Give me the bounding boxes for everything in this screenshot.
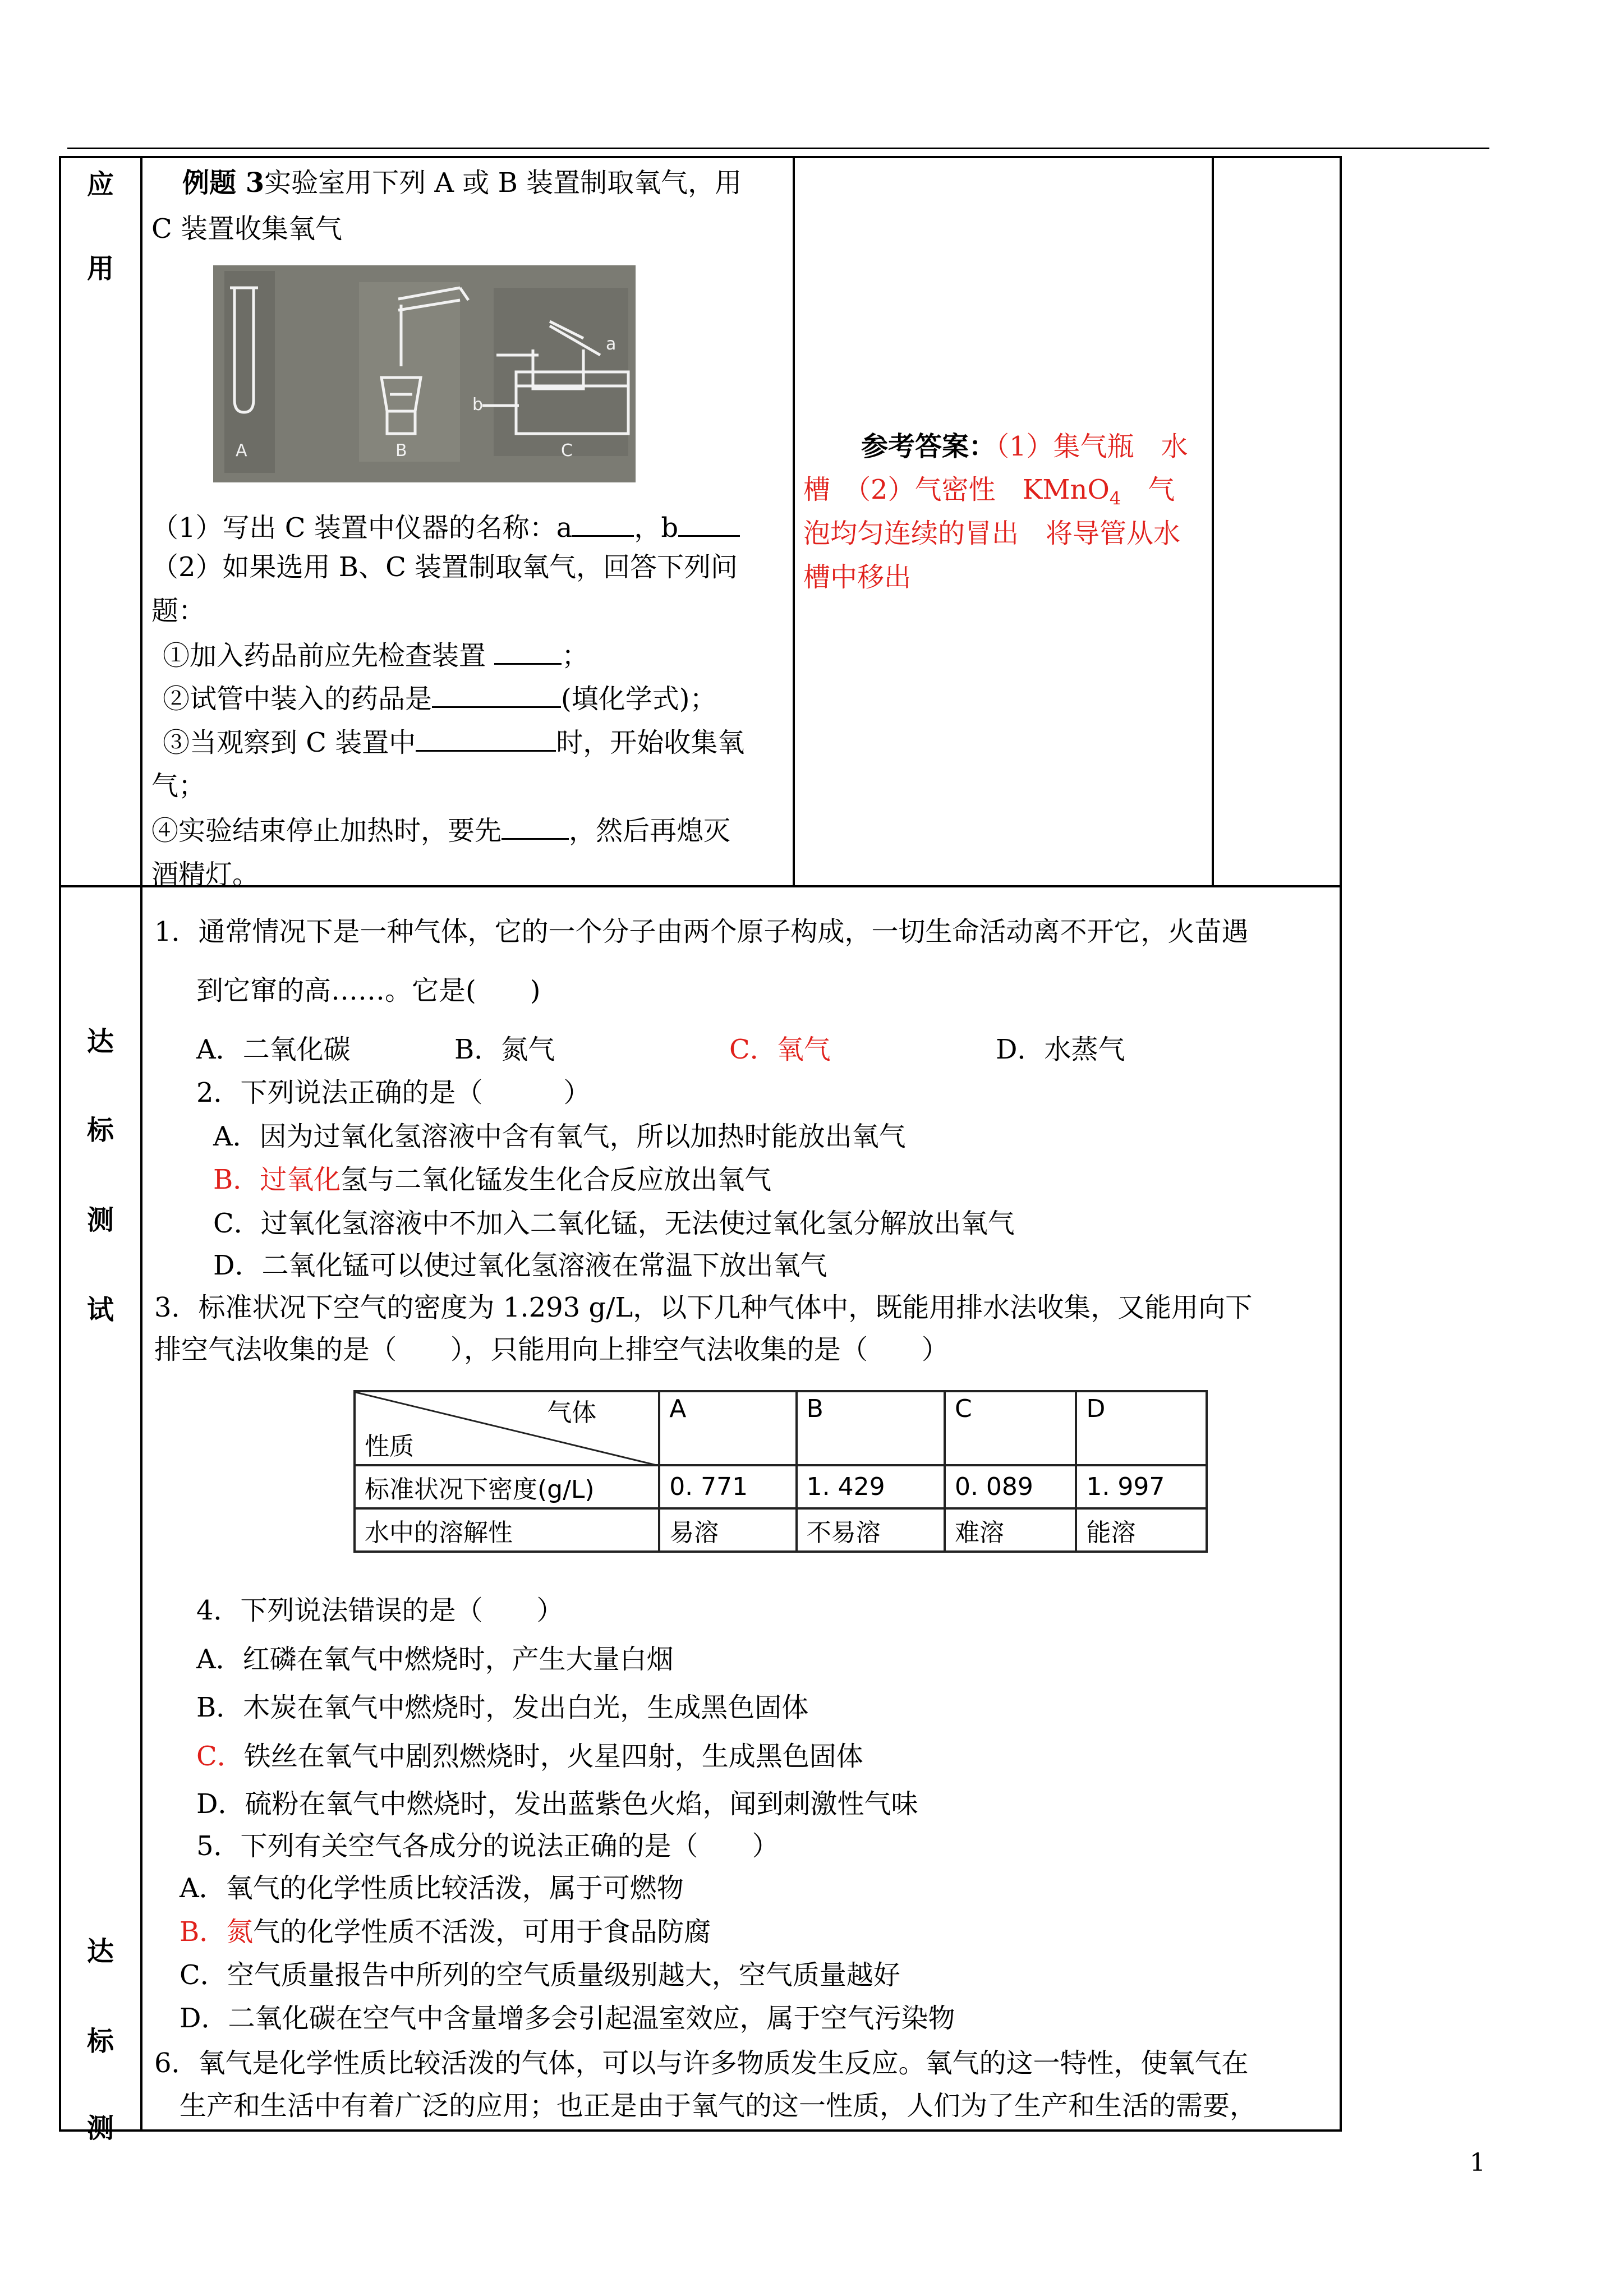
figure-label-small-a: a <box>606 334 617 354</box>
question-2-option-d: D．二氧化锰可以使过氧化氢溶液在常温下放出氧气 <box>213 1250 827 1281</box>
example-step-4-cont: 酒精灯。 <box>151 859 260 890</box>
question-4-option-b: B．木炭在氧气中燃烧时，发出白光，生成黑色固体 <box>196 1692 809 1723</box>
header-property: 性质 <box>365 1432 414 1461</box>
question-1-option-d: D．水蒸气 <box>996 1034 1125 1065</box>
apparatus-photo <box>213 265 636 482</box>
figure-label-b: B <box>395 441 407 461</box>
answer-blank[interactable] <box>494 641 562 665</box>
question-4-option-d: D．硫粉在氧气中燃烧时，发出蓝紫色火焰，闻到刺激性气味 <box>196 1788 918 1820</box>
apparatus-drawing <box>213 265 636 482</box>
question-6: 6．氧气是化学性质比较活泼的气体，可以与许多物质发生反应。氧气的这一特性，使氧气在 <box>154 2047 1249 2079</box>
example-question-1: （1）写出 C 装置中仪器的名称：a ，b <box>151 505 740 551</box>
table-row <box>355 1465 1207 1508</box>
table-row <box>355 1508 1207 1552</box>
column-divider <box>1212 156 1214 886</box>
example-step-4: ④实验结束停止加热时，要先 ，然后再熄灭 <box>151 815 731 846</box>
answer-blank[interactable] <box>572 513 634 537</box>
figure-label-small-b: b <box>472 395 484 415</box>
question-1-option-c: C．氧气 <box>729 1034 831 1065</box>
question-1-option-b: B．氮气 <box>454 1034 555 1065</box>
question-3: 3．标准状况下空气的密度为 1.293 g/L，以下几种气体中，既能用排水法收集，又能用向下 <box>154 1292 1253 1323</box>
column-header: B <box>797 1391 945 1465</box>
question-2: 2．下列说法正确的是（ ） <box>196 1077 591 1108</box>
example-step-3-cont: 气； <box>151 770 206 802</box>
gas-properties-table <box>353 1390 1208 1553</box>
table-header-diagonal-cell <box>355 1391 659 1465</box>
example-question-2-cont: 题： <box>151 595 206 627</box>
table-cell: 0. 771 <box>659 1465 796 1508</box>
row-label: 标准状况下密度(g/L) <box>355 1465 659 1508</box>
answer-blank[interactable] <box>502 816 569 840</box>
reference-answer-line4: 槽中移出 <box>803 562 912 593</box>
figure-label-a: A <box>236 441 247 461</box>
reference-answer-line1: 参考答案：（1）集气瓶 水 <box>861 431 1188 462</box>
example-title: 例题 3实验室用下列 A 或 B 装置制取氧气，用 <box>182 167 742 199</box>
table-cell: 易溶 <box>659 1508 796 1552</box>
answer-blank[interactable] <box>432 684 561 708</box>
column-divider <box>793 156 795 886</box>
question-5: 5．下列有关空气各成分的说法正确的是（ ） <box>196 1830 779 1862</box>
table-cell: 不易溶 <box>797 1508 945 1552</box>
table-cell: 能溶 <box>1076 1508 1207 1552</box>
table-cell: 0. 089 <box>945 1465 1076 1508</box>
question-1: 1．通常情况下是一种气体，它的一个分子由两个原子构成，一切生命活动离不开它，火苗遇 <box>154 916 1249 947</box>
question-4: 4．下列说法错误的是（ ） <box>196 1595 564 1626</box>
question-6-cont: 生产和生活中有着广泛的应用；也正是由于氧气的这一性质，人们为了生产和生活的需要， <box>180 2090 1257 2122</box>
header-gas: 气体 <box>547 1398 597 1427</box>
question-1-option-a: A．二氧化碳 <box>196 1034 351 1065</box>
column-header: C <box>945 1391 1076 1465</box>
page-number: 1 <box>1470 2148 1485 2177</box>
question-4-option-c: C．铁丝在氧气中剧烈燃烧时，火星四射，生成黑色固体 <box>196 1741 863 1772</box>
question-2-option-b: B．过氧化氢与二氧化锰发生化合反应放出氧气 <box>213 1164 772 1195</box>
figure-label-c: C <box>561 441 573 461</box>
table-cell: 1. 429 <box>797 1465 945 1508</box>
example-step-1: ①加入药品前应先检查装置 ； <box>163 640 589 671</box>
question-3-cont: 排空气法收集的是（ ），只能用向上排空气法收集的是（ ） <box>154 1334 949 1365</box>
column-header: A <box>659 1391 796 1465</box>
reference-answer-line3: 泡均匀连续的冒出 将导管从水 <box>803 518 1181 549</box>
table-cell: 难溶 <box>945 1508 1076 1552</box>
question-5-option-d: D．二氧化碳在空气中含量增多会引起温室效应，属于空气污染物 <box>180 2003 955 2034</box>
column-header: D <box>1076 1391 1207 1465</box>
question-5-option-a: A．氧气的化学性质比较活泼，属于可燃物 <box>180 1872 684 1904</box>
question-5-option-c: C．空气质量报告中所列的空气质量级别越大，空气质量越好 <box>180 1959 900 1991</box>
header-rule <box>67 148 1489 149</box>
question-1-cont: 到它窜的高……。它是( ) <box>196 975 541 1006</box>
answer-blank[interactable] <box>416 728 556 752</box>
question-2-option-c: C．过氧化氢溶液中不加入二氧化锰，无法使过氧化氢分解放出氧气 <box>213 1208 1015 1239</box>
example-step-2: ②试管中装入的药品是 (填化学式)； <box>163 683 717 715</box>
question-4-option-a: A．红磷在氧气中燃烧时，产生大量白烟 <box>196 1644 674 1675</box>
table-cell: 1. 997 <box>1076 1465 1207 1508</box>
answer-blank[interactable] <box>678 513 740 537</box>
question-5-option-b: B．氮气的化学性质不活泼，可用于食品防腐 <box>180 1916 711 1948</box>
reference-answer-line2: 槽 （2）气密性 KMnO$_4$ 气 <box>803 474 1175 509</box>
example-question-2: （2）如果选用 B、C 装置制取氧气，回答下列问 <box>151 551 738 583</box>
question-2-option-a: A．因为过氧化氢溶液中含有氧气，所以加热时能放出氧气 <box>213 1121 906 1152</box>
row-label: 水中的溶解性 <box>355 1508 659 1552</box>
example-title-line2: C 装置收集氧气 <box>151 213 342 245</box>
example-step-3: ③当观察到 C 装置中 时，开始收集氧 <box>163 727 745 758</box>
